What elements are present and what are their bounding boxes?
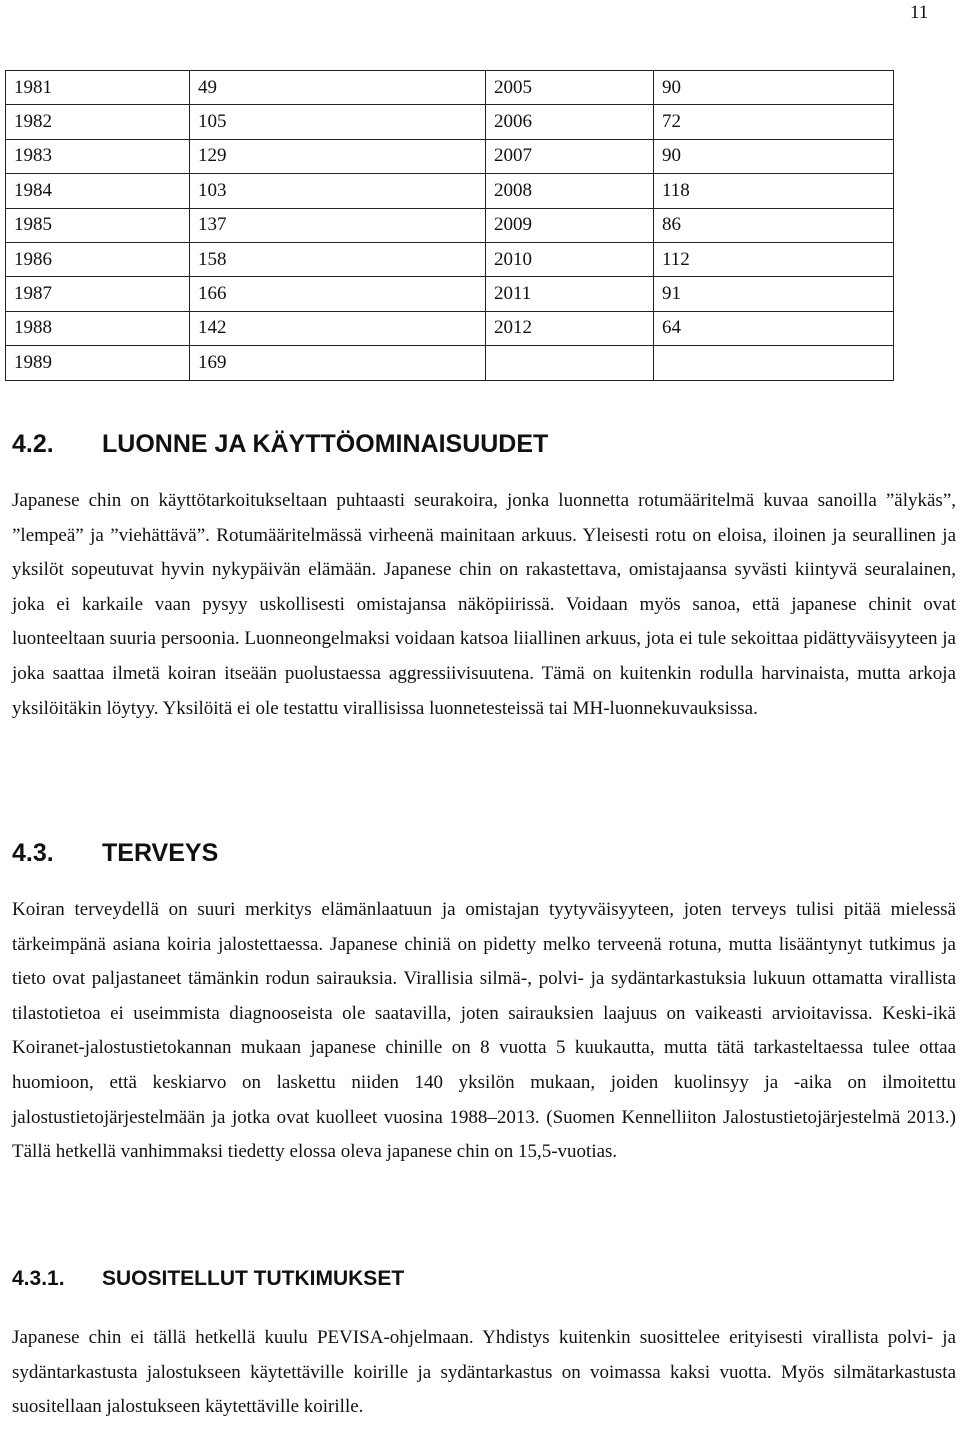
year-cell: 1982 bbox=[6, 105, 190, 139]
section-title: LUONNE JA KÄYTTÖOMINAISUUDET bbox=[102, 430, 549, 458]
year-cell: 2009 bbox=[486, 208, 654, 242]
year-cell: 2011 bbox=[486, 277, 654, 311]
year-cell: 2012 bbox=[486, 311, 654, 345]
count-cell: 158 bbox=[190, 242, 486, 276]
year-cell: 2005 bbox=[486, 71, 654, 105]
count-cell: 90 bbox=[654, 71, 894, 105]
year-cell: 1985 bbox=[6, 208, 190, 242]
table-row bbox=[6, 71, 894, 105]
section-heading-4-2 bbox=[12, 430, 548, 459]
count-cell: 129 bbox=[190, 139, 486, 173]
count-cell: 72 bbox=[654, 105, 894, 139]
year-cell: 2008 bbox=[486, 174, 654, 208]
year-cell: 1987 bbox=[6, 277, 190, 311]
count-cell: 137 bbox=[190, 208, 486, 242]
table-row bbox=[6, 242, 894, 276]
count-cell: 86 bbox=[654, 208, 894, 242]
count-cell: 105 bbox=[190, 105, 486, 139]
year-cell: 1989 bbox=[6, 346, 190, 380]
section-heading-4-3-1 bbox=[12, 1267, 404, 1291]
section-title: SUOSITELLUT TUTKIMUKSET bbox=[102, 1267, 405, 1290]
count-cell: 49 bbox=[190, 71, 486, 105]
page-number: 11 bbox=[910, 2, 929, 23]
paragraph-terveys: Koiran terveydellä on suuri merkitys elämänlaatuun ja omistajan tyytyväisyyteen, joten terveys tulisi pitää mielessä tärkeimpänä asiana koiria jalostettaessa. Japanese chiniä on pidetty melko terveenä rotuna, mutta lisääntynyt tutkimus ja tieto ovat paljastaneet tämänkin rodun sairauksia. Virallisia silmä-, polvi- ja sydäntarkastuksia lukuun ottamatta virallista tilastotietoa ei useimmista diagnooseista ole saatavilla, joten sairauksien laajuus on vaikeasti arvioitavissa. Keski-ikä Koiranet-jalostustietokannan mukaan japanese chinille on 8 vuotta 5 kuukautta, mutta tätä tarkasteltaessa tulee ottaa huomioon, että keskiarvo on laskettu niiden 140 yksilön mukaan, joiden kuolinsyy ja -aika on ilmoitettu jalostustietojärjestelmään ja jotka ovat kuolleet vuosina 1988–2013. (Suomen Kennelliiton Jalostustietojärjestelmä 2013.) Tällä hetkellä vanhimmaksi tiedetty elossa oleva japanese chin on 15,5-vuotias. bbox=[12, 899, 956, 1163]
year-cell: 1981 bbox=[6, 71, 190, 105]
year-cell: 1986 bbox=[6, 242, 190, 276]
table-row bbox=[6, 105, 894, 139]
count-cell: 169 bbox=[190, 346, 486, 380]
year-cell bbox=[486, 346, 654, 380]
table-row bbox=[6, 174, 894, 208]
paragraph-luonne: Japanese chin on käyttötarkoitukseltaan puhtaasti seurakoira, jonka luonnetta rotumääritelmä kuvaa sanoilla ”älykäs”, ”lempeä” ja ”viehättävä”. Rotumääritelmässä virheenä mainitaan arkuus. Yleisesti rotu on eloisa, iloinen ja seurallinen ja yksilöt sopeutuvat hyvin nykypäivän elämään. Japanese chin on rakastettava, omistajaansa syvästi kiintyvä seuralainen, joka ei karkaile vaan pysyy uskollisesti omistajansa näköpiirissä. Voidaan myös sanoa, että japanese chinit ovat luonteeltaan suuria persoonia. Luonneongelmaksi voidaan katsoa liiallinen arkuus, jota ei tule sekoittaa pidättyväisyyteen ja joka saattaa ilmetä koiran itseään puolustaessa aggressiivisuutena. Tämä on kuitenkin rodulla harvinaista, mutta arkoja yksilöitäkin löytyy. Yksilöitä ei ole testattu virallisissa luonnetesteissä tai MH-luonnekuvauksissa. bbox=[12, 490, 956, 719]
section-number: 4.3.1. bbox=[12, 1267, 65, 1290]
section-heading-4-3 bbox=[12, 839, 218, 868]
count-cell: 103 bbox=[190, 174, 486, 208]
count-cell: 142 bbox=[190, 311, 486, 345]
section-title: TERVEYS bbox=[102, 839, 219, 867]
year-cell: 1984 bbox=[6, 174, 190, 208]
count-cell: 90 bbox=[654, 139, 894, 173]
registrations-table bbox=[5, 70, 894, 381]
section-number: 4.3. bbox=[12, 839, 54, 867]
table-row bbox=[6, 139, 894, 173]
year-cell: 1988 bbox=[6, 311, 190, 345]
count-cell: 166 bbox=[190, 277, 486, 311]
count-cell: 64 bbox=[654, 311, 894, 345]
table-row bbox=[6, 346, 894, 380]
count-cell: 112 bbox=[654, 242, 894, 276]
table-row bbox=[6, 311, 894, 345]
year-cell: 1983 bbox=[6, 139, 190, 173]
paragraph-suositellut-tutkimukset: Japanese chin ei tällä hetkellä kuulu PEVISA-ohjelmaan. Yhdistys kuitenkin suosittelee erityisesti virallista polvi- ja sydäntarkastusta jalostukseen käytettäville koirille ja sydäntarkastus on voimassa kaksi vuotta. Myös silmätarkastusta suositellaan jalostukseen käytettäville koirille. bbox=[12, 1327, 956, 1418]
year-cell: 2007 bbox=[486, 139, 654, 173]
count-cell: 91 bbox=[654, 277, 894, 311]
table-row bbox=[6, 208, 894, 242]
table-row bbox=[6, 277, 894, 311]
count-cell: 118 bbox=[654, 174, 894, 208]
section-number: 4.2. bbox=[12, 430, 54, 458]
year-cell: 2006 bbox=[486, 105, 654, 139]
year-cell: 2010 bbox=[486, 242, 654, 276]
count-cell bbox=[654, 346, 894, 380]
